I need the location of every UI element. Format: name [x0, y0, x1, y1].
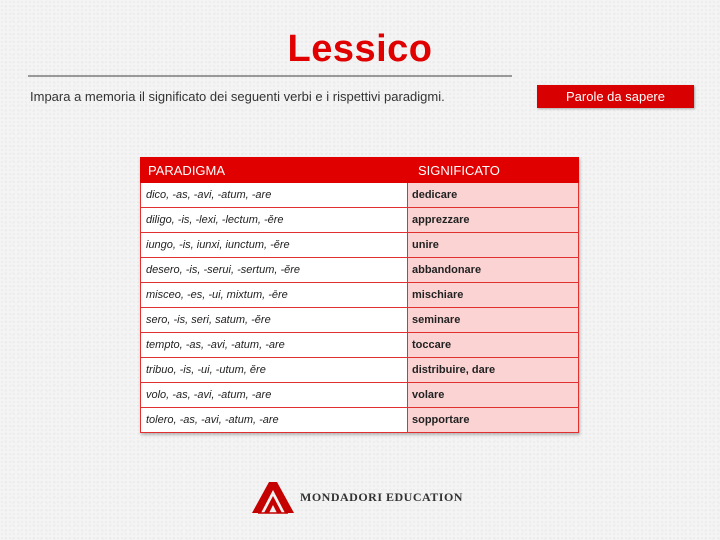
- meaning-cell: distribuire, dare: [408, 358, 579, 383]
- publisher-logo: [250, 480, 463, 514]
- table-row: [140, 333, 579, 358]
- meaning-cell: unire: [408, 233, 579, 258]
- meaning-cell: seminare: [408, 308, 579, 333]
- meaning-cell: toccare: [408, 333, 579, 358]
- paradigm-cell: tribuo, -is, -ui, -utum, ĕre: [140, 358, 408, 383]
- paradigm-cell: desero, -is, -serui, -sertum, -ĕre: [140, 258, 408, 283]
- section-tag: Parole da sapere: [537, 85, 694, 108]
- page-title: Lessico: [287, 28, 433, 70]
- meaning-cell: dedicare: [408, 183, 579, 208]
- meaning-cell: sopportare: [408, 408, 579, 433]
- table-header: [140, 157, 579, 183]
- paradigm-cell: tolero, -as, -avi, -atum, -are: [140, 408, 408, 433]
- paradigm-cell: diligo, -is, -lexi, -lectum, -ĕre: [140, 208, 408, 233]
- table-row: [140, 408, 579, 433]
- mondadori-a-icon: [250, 480, 296, 514]
- publisher-name: MONDADORI EDUCATION: [300, 489, 463, 504]
- table-row: [140, 283, 579, 308]
- table-row: [140, 358, 579, 383]
- table-row: [140, 183, 579, 208]
- meaning-cell: apprezzare: [408, 208, 579, 233]
- paradigm-cell: dico, -as, -avi, -atum, -are: [140, 183, 408, 208]
- paradigm-cell: iungo, -is, iunxi, iunctum, -ĕre: [140, 233, 408, 258]
- paradigm-cell: sero, -is, seri, satum, -ĕre: [140, 308, 408, 333]
- meaning-cell: volare: [408, 383, 579, 408]
- table-row: [140, 383, 579, 408]
- header-paradigm: PARADIGMA: [148, 162, 226, 178]
- paradigm-cell: tempto, -as, -avi, -atum, -are: [140, 333, 408, 358]
- table-row: [140, 233, 579, 258]
- paradigm-cell: misceo, -es, -ui, mixtum, -ēre: [140, 283, 408, 308]
- table-row: [140, 208, 579, 233]
- vocab-table: [140, 157, 579, 433]
- meaning-cell: mischiare: [408, 283, 579, 308]
- table-row: [140, 308, 579, 333]
- paradigm-cell: volo, -as, -avi, -atum, -are: [140, 383, 408, 408]
- header-meaning: SIGNIFICATO: [418, 162, 500, 178]
- intro-text: Impara a memoria il significato dei seguenti verbi e i rispettivi paradigmi.: [30, 89, 445, 104]
- title-divider: [28, 75, 512, 77]
- table-row: [140, 258, 579, 283]
- meaning-cell: abbandonare: [408, 258, 579, 283]
